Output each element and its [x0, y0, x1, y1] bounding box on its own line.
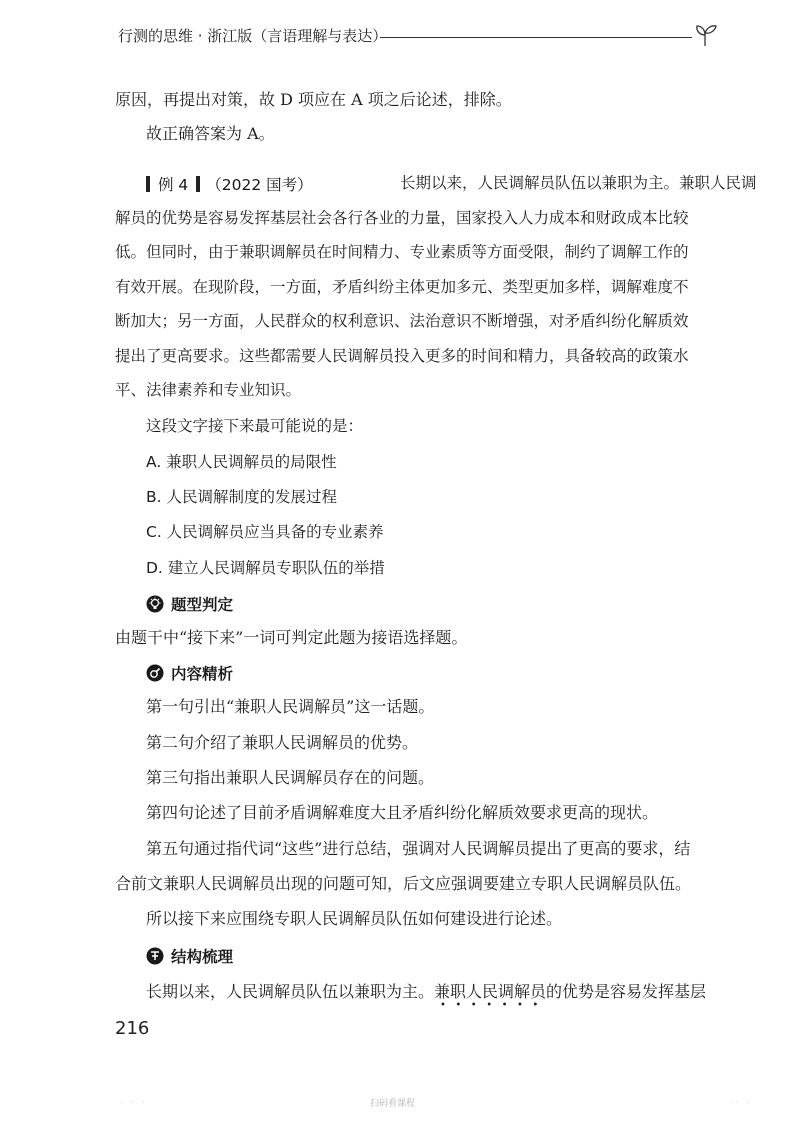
passage-line: 提出了更高要求。这些都需要人民调解员投入更多的时间和精力，具备较高的政策水 [115, 347, 689, 365]
running-header [118, 22, 718, 52]
intro-line-1: 原因，再提出对策，故 D 项应在 A 项之后论述，排除。 [115, 90, 512, 109]
scan-artifact: · · · [120, 1098, 148, 1107]
content-line: 第五句通过指代词“这些”进行总结，强调对人民调解员提出了更高的要求，结 [146, 839, 691, 858]
header-title: 行测的思维 · 浙江版（言语理解与表达） [118, 27, 388, 45]
content-line: 第一句引出“兼职人民调解员”这一话题。 [146, 697, 435, 716]
section-type [146, 593, 233, 615]
section-content [146, 662, 233, 684]
lightbulb-icon [146, 595, 164, 613]
section-type-title: 题型判定 [171, 596, 234, 614]
header-rule [380, 37, 692, 38]
passage-line: 有效开展。在现阶段，一方面，矛盾纠纷主体更加多元、类型更加多样，调解难度不 [115, 278, 689, 296]
example-source: （2022 国考） [206, 176, 313, 194]
passage-line: 断加大；另一方面，人民群众的权利意识、法治意识不断增强，对矛盾纠纷化解质效 [115, 312, 689, 330]
section-content-title: 内容精析 [171, 665, 234, 683]
section-structure-title: 结构梳理 [171, 948, 234, 966]
type-text: 由题干中“接下来”一词可判定此题为接语选择题。 [115, 628, 468, 647]
passage-line: 解员的优势是容易发挥基层社会各行各业的力量，国家投入人力成本和财政成本比较 [115, 209, 689, 227]
structure-icon [146, 947, 164, 965]
passage-line: 平、法律素养和专业知识。 [115, 381, 302, 399]
footer-mark: 扫码看课程 [370, 1099, 416, 1109]
content-line: 合前文兼职人民调解员出现的问题可知，后文应强调要建立专职人民调解员队伍。 [115, 874, 692, 893]
passage-line: 低。但同时，由于兼职调解员在时间精力、专业素质等方面受限，制约了调解工作的 [115, 243, 689, 261]
option-a: A. 兼职人民调解员的局限性 [146, 453, 337, 471]
emphasis-dots: ••••••• [440, 1000, 548, 1011]
question-stem: 这段文字接下来最可能说的是： [146, 417, 364, 435]
section-structure [146, 945, 233, 967]
option-d: D. 建立人民调解员专职队伍的举措 [146, 559, 385, 577]
sprout-icon [692, 22, 718, 48]
magnifier-icon [146, 664, 164, 682]
page-number: 216 [115, 1018, 150, 1039]
structure-text: 长期以来，人民调解员队伍以兼职为主。兼职人民调解员的优势是容易发挥基层 [146, 982, 707, 1001]
content-line: 第三句指出兼职人民调解员存在的问题。 [146, 768, 435, 787]
content-line: 第四句论述了目前矛盾调解难度大且矛盾纠纷化解质效要求更高的现状。 [146, 803, 659, 822]
option-b: B. 人民调解制度的发展过程 [146, 488, 337, 506]
example-bar-right [196, 176, 200, 192]
scan-artifact: ·· · [730, 1098, 753, 1107]
example-number: 例 4 [158, 176, 189, 194]
passage-line: 长期以来，人民调解员队伍以兼职为主。兼职人民调 [400, 174, 757, 192]
content-line: 所以接下来应围绕专职人民调解员队伍如何建设进行论述。 [146, 909, 563, 928]
content-line: 第二句介绍了兼职人民调解员的优势。 [146, 733, 419, 752]
example-bar-left [146, 176, 150, 192]
example-label [146, 173, 313, 195]
intro-line-2: 故正确答案为 A。 [146, 124, 275, 143]
option-c: C. 人民调解员应当具备的专业素养 [146, 523, 384, 541]
